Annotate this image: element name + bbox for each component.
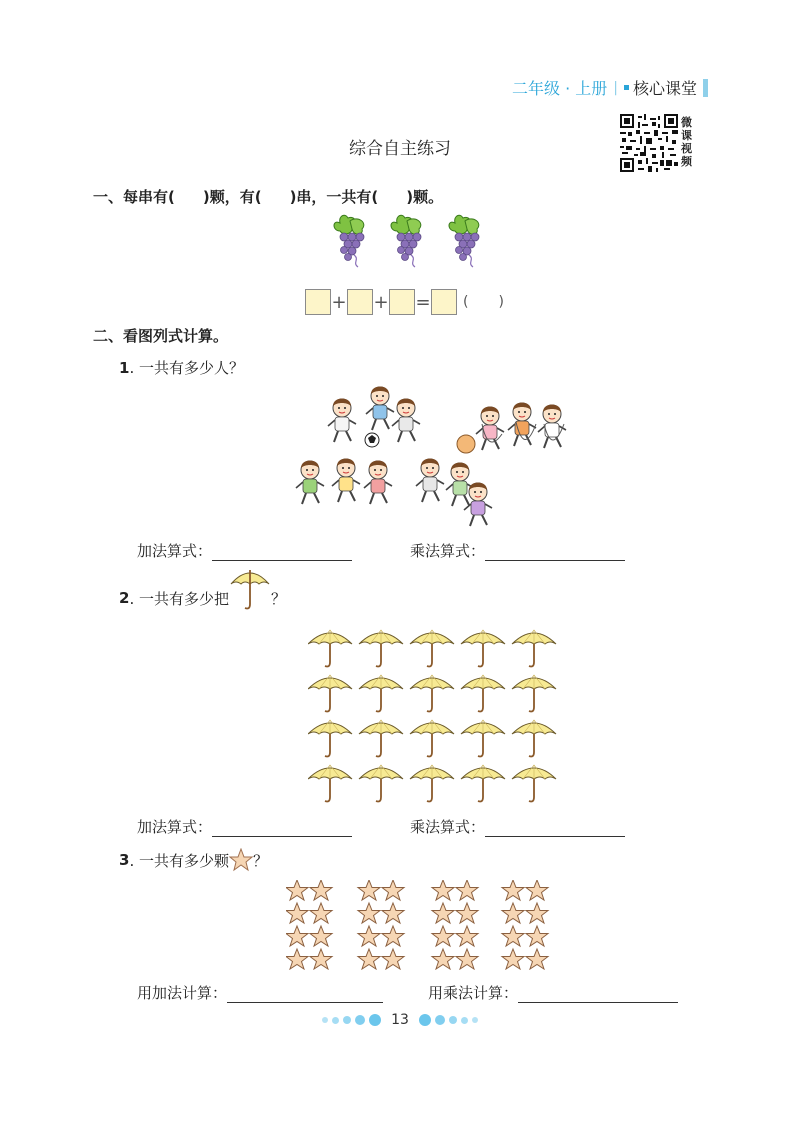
grape-icon — [391, 215, 421, 267]
dot-icon — [343, 1016, 351, 1024]
sub-text: . 一共有多少颗 — [129, 851, 229, 870]
multiplication-answer-2 — [410, 816, 625, 837]
sub-number: 2 — [119, 589, 130, 607]
question-1 — [93, 186, 443, 207]
answer-line[interactable] — [485, 820, 625, 837]
sub-number: 1 — [119, 358, 130, 377]
star-icon — [229, 848, 253, 872]
answer-line[interactable] — [485, 544, 625, 561]
answer-line[interactable] — [212, 544, 352, 561]
dot-icon — [355, 1015, 365, 1025]
dot-icon — [419, 1014, 431, 1026]
dot-icon — [449, 1016, 457, 1024]
dot-icon — [322, 1017, 328, 1023]
q1-text-2: )颗，有( — [202, 188, 262, 206]
page-header — [512, 76, 708, 99]
header-separator: | — [613, 79, 618, 96]
star-grid — [286, 880, 554, 970]
sub-question-1 — [119, 357, 244, 378]
answer-line[interactable] — [212, 820, 352, 837]
sub-text-end: ？ — [270, 589, 286, 608]
answer-line[interactable] — [227, 986, 383, 1003]
add-label: 加法算式： — [137, 818, 213, 836]
answer-box[interactable] — [347, 289, 373, 315]
q1-text-3: )串，一共有( — [289, 188, 379, 206]
answer-box[interactable] — [431, 289, 457, 315]
dot-icon — [472, 1017, 478, 1023]
equals-sign: = — [415, 291, 431, 313]
grape-icon — [449, 215, 479, 267]
q1-equation — [305, 289, 504, 315]
grape-icon — [334, 215, 364, 267]
answer-box[interactable] — [389, 289, 415, 315]
header-bar-icon — [703, 79, 708, 97]
dot-icon — [461, 1017, 468, 1024]
sub-text-end: ？ — [252, 851, 268, 870]
unit-paren: ( ) — [463, 294, 504, 310]
plus-sign: + — [331, 291, 347, 313]
add-calc-label: 用加法计算： — [137, 984, 228, 1002]
umbrella-grid — [308, 626, 558, 806]
add-label: 加法算式： — [137, 542, 213, 560]
children-playing-image — [288, 384, 590, 529]
mul-calc-label: 用乘法计算： — [428, 984, 519, 1002]
addition-calc-answer — [137, 982, 383, 1003]
grade-label: 二年级 · 上册 — [512, 79, 608, 98]
q1-text-1: 一、每串有( — [93, 188, 175, 206]
multiplication-answer-1 — [410, 540, 625, 561]
sub-question-2 — [119, 584, 286, 612]
page-footer — [0, 1012, 800, 1028]
addition-answer-1 — [137, 540, 352, 561]
mul-label: 乘法算式： — [410, 818, 486, 836]
multiplication-calc-answer — [428, 982, 678, 1003]
dot-icon — [369, 1014, 381, 1026]
sub-question-3 — [119, 848, 268, 872]
header-square-icon — [624, 85, 629, 90]
qr-label: 微课视频 — [681, 116, 692, 168]
question-2-heading: 二、看图列式计算。 — [93, 327, 229, 345]
q1-text-4: )颗。 — [406, 188, 444, 206]
sub-text: . 一共有多少把 — [129, 589, 229, 608]
mul-label: 乘法算式： — [410, 542, 486, 560]
answer-line[interactable] — [518, 986, 678, 1003]
sub-text: . 一共有多少人？ — [129, 359, 244, 377]
dot-icon — [332, 1017, 339, 1024]
series-label: 核心课堂 — [632, 79, 697, 98]
answer-box[interactable] — [305, 289, 331, 315]
sub-number: 3 — [119, 851, 130, 869]
page-title: 综合自主练习 — [349, 139, 451, 159]
umbrella-icon — [229, 566, 271, 612]
dot-icon — [435, 1015, 445, 1025]
grape-bunches — [325, 213, 495, 273]
plus-sign: + — [373, 291, 389, 313]
addition-answer-2 — [137, 816, 352, 837]
page-number: 13 — [391, 1012, 409, 1028]
